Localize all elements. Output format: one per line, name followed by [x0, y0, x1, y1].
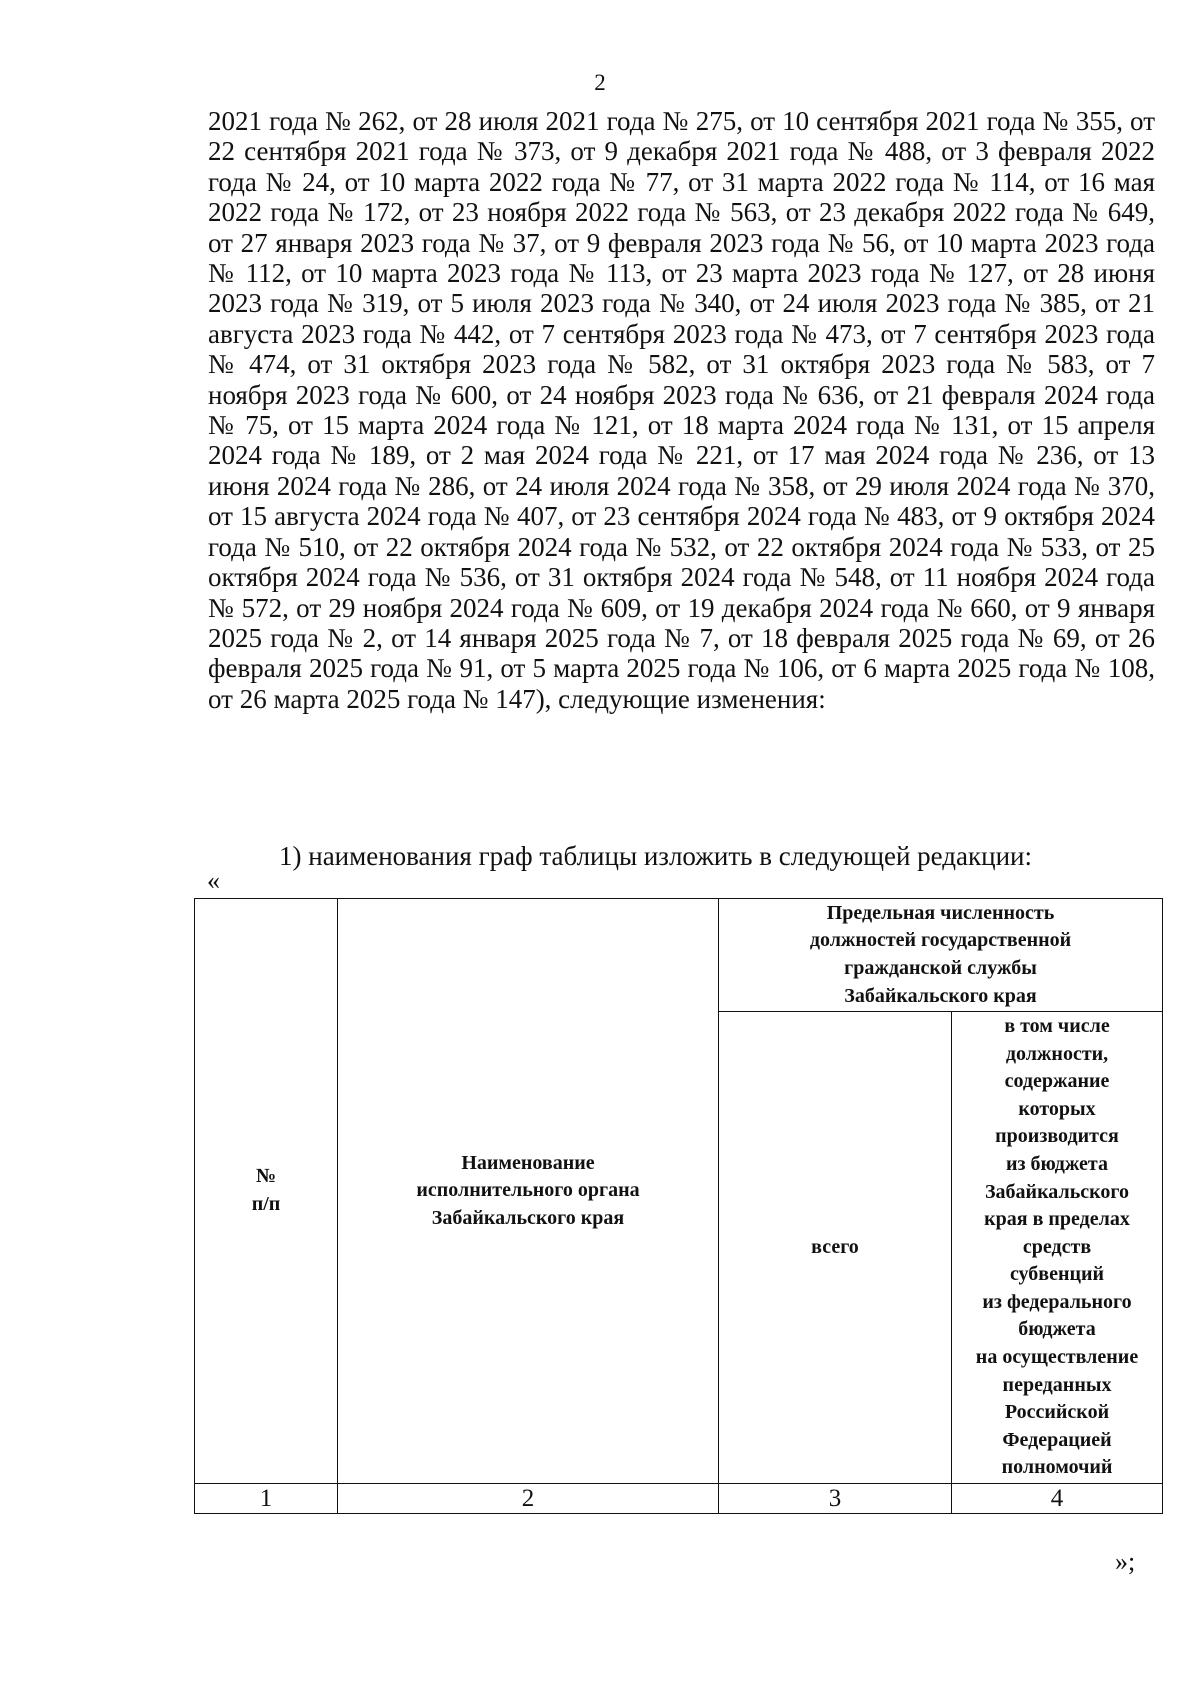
- column-number-3: 3: [719, 1484, 952, 1514]
- column-header-subvention-positions: в том числе должности, содержание которых производится из бюджета Забайкальского края в пределах средств субвенций из федерального бюджета на осуществление переданных Российской Федерацией полномочий: [952, 1012, 1163, 1484]
- opening-quote-mark: «: [207, 866, 220, 895]
- column-number-1: 1: [195, 1484, 338, 1514]
- table-column-headers: [194, 898, 1163, 1514]
- column-number-4: 4: [952, 1484, 1163, 1514]
- column-group-header-staff-limit: Предельная численность должностей государственной гражданской службы Забайкальского края: [719, 899, 1163, 1012]
- column-header-number: № п/п: [195, 899, 338, 1484]
- closing-quote-mark: »;: [1115, 1547, 1136, 1576]
- column-header-organ-name: Наименование исполнительного органа Забайкальского края: [338, 899, 719, 1484]
- column-number-2: 2: [338, 1484, 719, 1514]
- table-row-group-header: [195, 899, 1163, 1012]
- column-header-total: всего: [719, 1012, 952, 1484]
- body-paragraph: 2021 года № 262, от 28 июля 2021 года № 275, от 10 сентября 2021 года № 355, от 22 сентября 2021 года № 373, от 9 декабря 2021 года № 488, от 3 февраля 2022 года № 24, от 10 марта 2022 года № 77, от 31 марта 2022 года № 114, от 16 мая 2022 года № 172, от 23 ноября 2022 года № 563, от 23 декабря 2022 года № 649, от 27 января 2023 года № 37, от 9 февраля 2023 года № 56, от 10 марта 2023 года № 112, от 10 марта 2023 года № 113, от 23 марта 2023 года № 127, от 28 июня 2023 года № 319, от 5 июля 2023 года № 340, от 24 июля 2023 года № 385, от 21 августа 2023 года № 442, от 7 сентября 2023 года № 473, от 7 сентября 2023 года № 474, от 31 октября 2023 года № 582, от 31 октября 2023 года № 583, от 7 ноября 2023 года № 600, от 24 ноября 2023 года № 636, от 21 февраля 2024 года № 75, от 15 марта 2024 года № 121, от 18 марта 2024 года № 131, от 15 апреля 2024 года № 189, от 2 мая 2024 года № 221, от 17 мая 2024 года № 236, от 13 июня 2024 года № 286, от 24 июля 2024 года № 358, от 29 июля 2024 года № 370, от 15 августа 2024 года № 407, от 23 сентября 2024 года № 483, от 9 октября 2024 года № 510, от 22 октября 2024 года № 532, от 22 октября 2024 года № 533, от 25 октября 2024 года № 536, от 31 октября 2024 года № 548, от 11 ноября 2024 года № 572, от 29 ноября 2024 года № 609, от 19 декабря 2024 года № 660, от 9 января 2025 года № 2, от 14 января 2025 года № 7, от 18 февраля 2025 года № 69, от 26 февраля 2025 года № 91, от 5 марта 2025 года № 106, от 6 марта 2025 года № 108, от 26 марта 2025 года № 147), следующие изменения:: [208, 106, 1155, 714]
- list-item-1: 1) наименования граф таблицы изложить в следующей редакции:: [279, 841, 1032, 871]
- table-row-column-numbers: [195, 1484, 1163, 1514]
- page-number: 2: [594, 70, 606, 95]
